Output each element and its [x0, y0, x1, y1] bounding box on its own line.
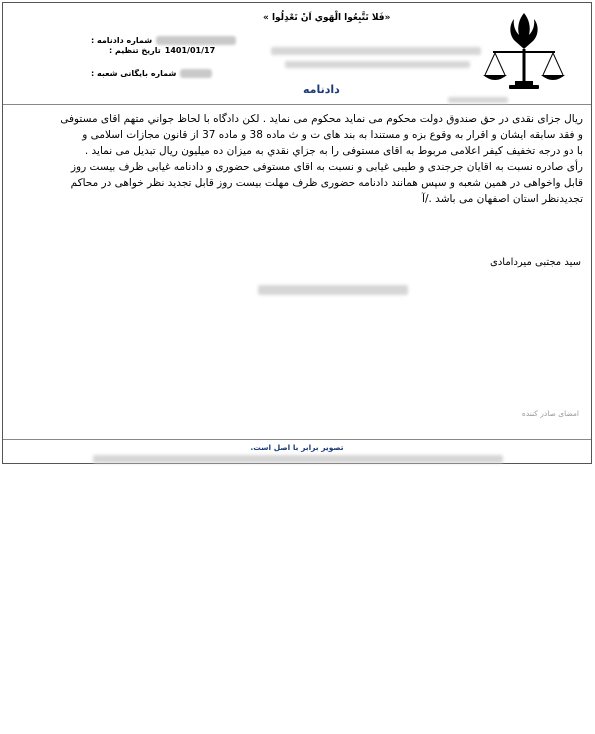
document-title: دادنامه: [303, 83, 340, 96]
verdict-body: [11, 111, 583, 207]
redacted-case-number: [156, 36, 236, 45]
case-number-label: شماره دادنامه :: [91, 36, 153, 45]
signer-label: امضای صادر کننده: [521, 409, 579, 418]
redacted-court-branch: [285, 61, 470, 68]
redacted-court-name: [271, 47, 481, 55]
verdict-line: تجدیدنظر استان اصفهان می باشد ./آ: [422, 193, 583, 205]
header-verse: «فَلا تَتَّبِعُوا الْهَوي اَنْ تَعْدِلُوا »: [263, 13, 391, 23]
verdict-line: با دو درجه تخفیف کیفر اعلامی مربوط به اقای مستوفی را به جزاي نقدي به میزان ده میلیون ريال تبدیل می نماید .: [84, 145, 583, 157]
verdict-line: ريال جزای نقدی در حق صندوق دولت محکوم می نماید محکوم می نماید . لکن دادگاه با لحاظ جواني متهم اقای مستوفی: [60, 113, 583, 125]
redacted-archive-number: [180, 69, 212, 78]
redacted-header-note: [448, 97, 508, 103]
document-header: [3, 3, 591, 106]
footer-divider: [3, 439, 591, 440]
certified-copy-note: تصویر برابر با اصل است.: [250, 443, 344, 452]
verdict-line: قابل واخواهی در همین شعبه و سپس همانند دادنامه حضوری ظرف مهلت بیست روز قابل تجدید نظر خواهی در محاکم: [70, 177, 583, 189]
verdict-line: و فقد سابقه ایشان و اقرار به وقوع بزه و مستندا به بند های ت و ث ماده 38 و ماده 37 از قانون مجازات اسلامی و: [82, 129, 583, 141]
iran-emblem-icon: [479, 9, 569, 97]
archive-number-label: شماره بایگانی شعبه :: [91, 69, 177, 78]
verdict-line: رأی صادره نسبت به اقایان جرجندی و طیبی غیابی و نسبت به اقای مستوفی حضوری و دادنامه غیابی ظرف بیست روز: [70, 161, 583, 173]
redacted-footer-address: [93, 455, 503, 463]
archive-number-row: [91, 69, 212, 78]
header-divider: [3, 104, 591, 105]
redacted-judge-title: [258, 285, 408, 295]
date-value: 1401/01/17: [164, 46, 216, 55]
judge-name: سید مجتبی میردامادی: [490, 257, 581, 268]
date-row: [109, 46, 215, 55]
date-label: تاریخ تنظیم :: [109, 46, 161, 55]
court-verdict-document: [2, 2, 592, 464]
case-number-row: [91, 36, 236, 45]
